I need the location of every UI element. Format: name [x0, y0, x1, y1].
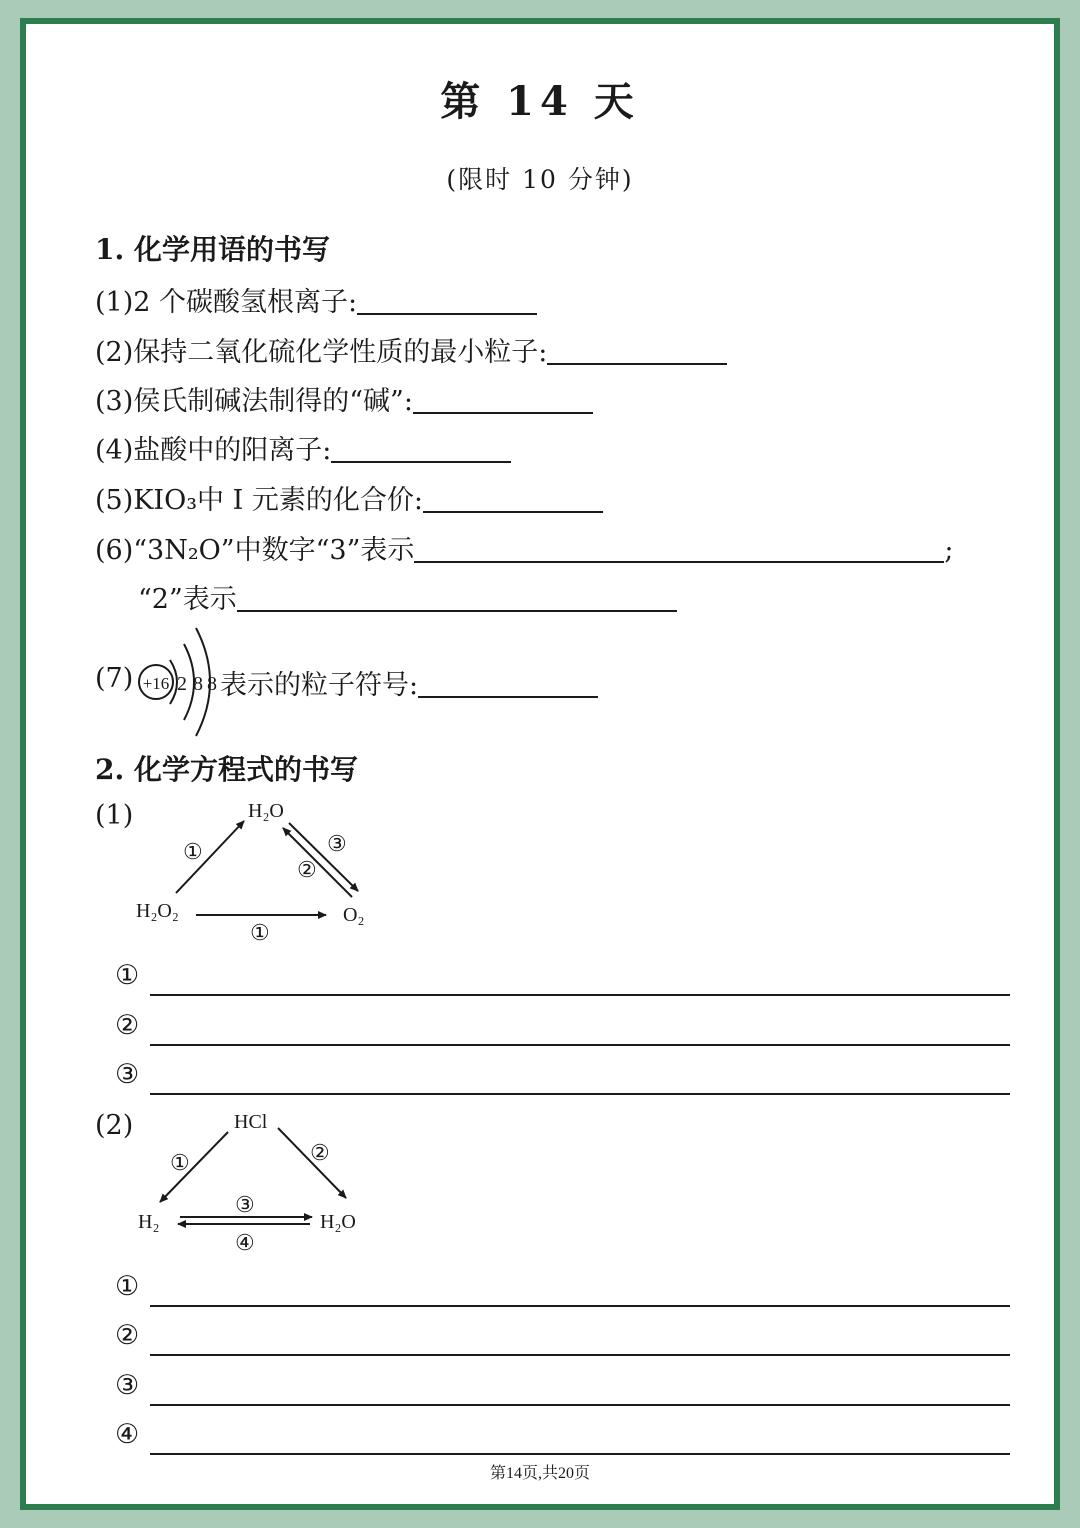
- arrow-label: ③: [327, 831, 347, 856]
- question-1-7: [220, 663, 598, 702]
- equation-row[interactable]: [115, 1419, 1010, 1455]
- answer-line: [150, 1453, 1010, 1455]
- diagram2-label: (2): [95, 1110, 134, 1141]
- equation-row[interactable]: [115, 1320, 1010, 1356]
- answer-blank[interactable]: [423, 483, 603, 513]
- equation-number: ①: [115, 960, 140, 991]
- answer-line: [150, 1354, 1010, 1356]
- answer-blank[interactable]: [357, 285, 537, 315]
- question-text: (1)2 个碳酸氢根离子:: [95, 287, 358, 318]
- answer-blank[interactable]: [414, 533, 944, 563]
- nucleus-charge: +16: [142, 674, 170, 693]
- equation-row[interactable]: [115, 1059, 1010, 1095]
- answer-line: [150, 1044, 1010, 1046]
- equation-number: ②: [115, 1010, 140, 1041]
- answer-line: [150, 1305, 1010, 1307]
- question-1-4: [95, 428, 511, 467]
- question-text: 表示的粒子符号:: [220, 670, 419, 701]
- time-limit: (限时 10 分钟): [446, 165, 634, 194]
- arrow-label: ①: [250, 920, 270, 945]
- answer-blank[interactable]: [331, 433, 511, 463]
- arrow-label: ①: [183, 839, 203, 864]
- arrow-label: ①: [170, 1150, 190, 1175]
- equation-number: ③: [115, 1370, 140, 1401]
- diagram1-label: (1): [95, 800, 134, 831]
- question-text: (2)保持二氧化硫化学性质的最小粒子:: [95, 337, 548, 368]
- question-text: (6)“3N₂O”中数字“3”表示: [95, 535, 415, 566]
- answer-blank[interactable]: [413, 384, 593, 414]
- arrow-label: ③: [235, 1192, 255, 1217]
- species-right: O₂: [343, 904, 365, 926]
- arrow-label: ②: [310, 1140, 330, 1165]
- question-1-3: [95, 379, 593, 418]
- species-top: HCl: [234, 1111, 268, 1133]
- equation-number: ②: [115, 1320, 140, 1351]
- section1-heading: 1. 化学用语的书写: [95, 233, 330, 266]
- question-text: (4)盐酸中的阳离子:: [95, 435, 332, 466]
- question-text: “2”表示: [138, 584, 237, 615]
- answer-blank[interactable]: [237, 582, 677, 612]
- species-top: H₂O: [248, 800, 284, 822]
- equation-row[interactable]: [115, 1370, 1010, 1406]
- answer-line: [150, 994, 1010, 996]
- question-1-6b: [138, 577, 677, 616]
- arrow-label: ④: [235, 1230, 255, 1255]
- question-1-6: [95, 528, 954, 567]
- species-left: H₂O₂: [136, 900, 179, 922]
- shell-electrons-1: 2: [177, 673, 187, 695]
- species-left: H₂: [138, 1211, 160, 1233]
- equation-row[interactable]: [115, 1010, 1010, 1046]
- page-footer: 第14页,共20页: [489, 1465, 590, 1482]
- answer-line: [150, 1093, 1010, 1095]
- question-1-2: [95, 330, 727, 369]
- page-title: 第 14 天: [440, 78, 640, 125]
- answer-blank[interactable]: [547, 335, 727, 365]
- section2-heading: 2. 化学方程式的书写: [95, 753, 358, 786]
- reaction-diagram-2: [130, 1102, 380, 1262]
- shell-electrons-2: 8: [193, 673, 203, 695]
- question-1-1: [95, 280, 537, 319]
- answer-blank[interactable]: [418, 668, 598, 698]
- question-1-5: [95, 478, 603, 517]
- question-text: (3)侯氏制碱法制得的“碱”:: [95, 386, 413, 417]
- answer-line: [150, 1404, 1010, 1406]
- equation-row[interactable]: [115, 960, 1010, 996]
- equation-number: ③: [115, 1059, 140, 1090]
- semicolon: ;: [944, 535, 954, 566]
- arrow-label: ②: [297, 857, 317, 882]
- equation-number: ①: [115, 1271, 140, 1302]
- atom-structure-diagram: [136, 622, 226, 737]
- reaction-diagram-1: [130, 795, 390, 945]
- question-text: (5)KIO₃中 I 元素的化合价:: [95, 485, 423, 516]
- species-right: H₂O: [320, 1211, 356, 1233]
- question-1-7-prefix: (7): [95, 663, 134, 694]
- equation-row[interactable]: [115, 1271, 1010, 1307]
- equation-number: ④: [115, 1419, 140, 1450]
- shell-electrons-3: 8: [207, 673, 217, 695]
